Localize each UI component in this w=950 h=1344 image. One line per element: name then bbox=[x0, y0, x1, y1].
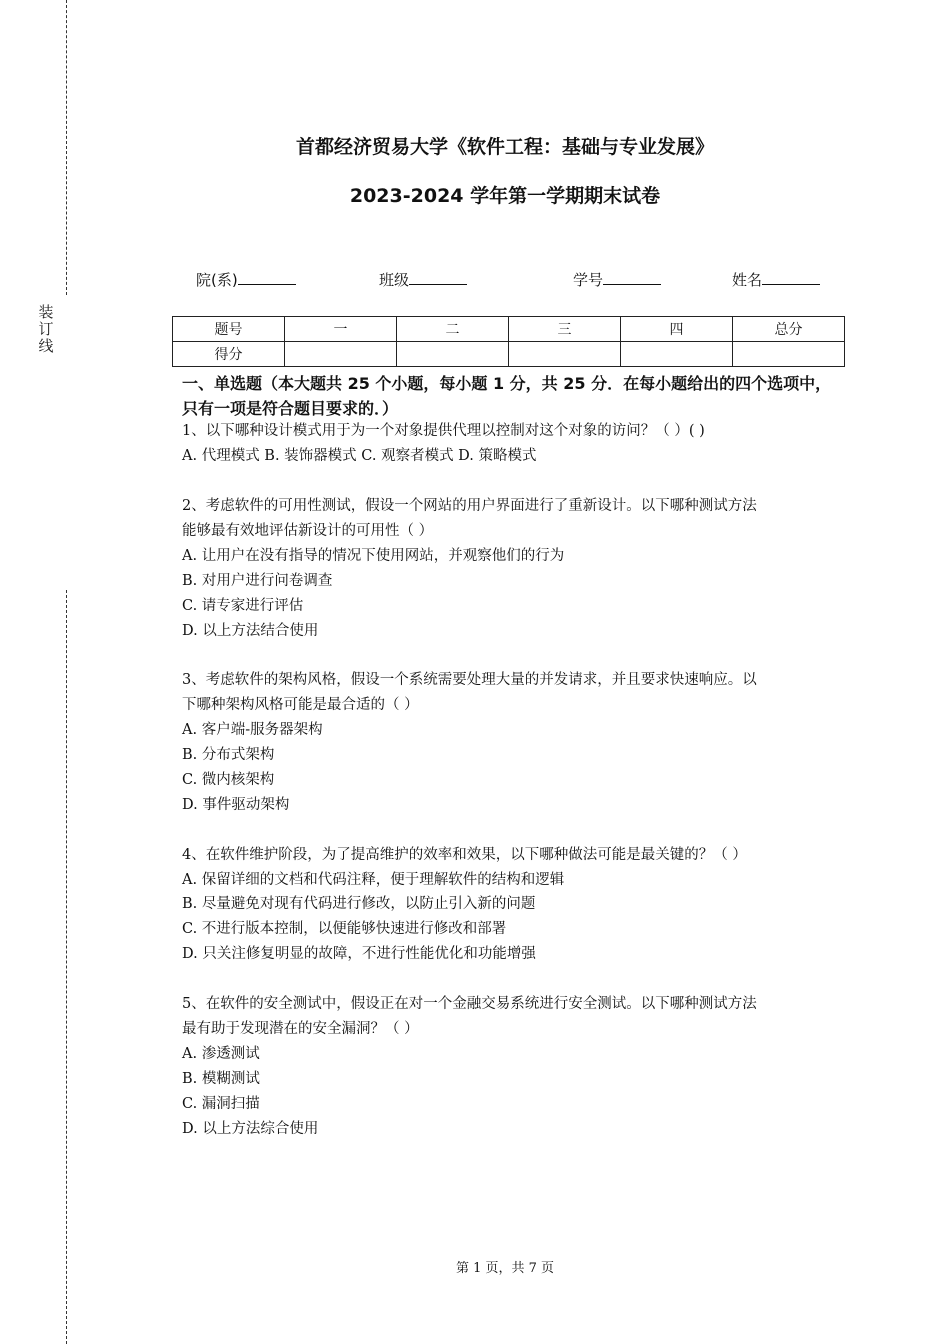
student-id-blank bbox=[603, 270, 661, 285]
score-table bbox=[172, 316, 845, 367]
question-2-option-a: A. 让用户在没有指导的情况下使用网站，并观察他们的行为 bbox=[182, 548, 565, 564]
question-2-option-c: C. 请专家进行评估 bbox=[182, 598, 304, 614]
question-4-option-d: D. 只关注修复明显的故障，不进行性能优化和功能增强 bbox=[182, 946, 536, 962]
department-label: 院(系) bbox=[196, 271, 238, 289]
question-2-stem: 2、考虑软件的可用性测试，假设一个网站的用户界面进行了重新设计。以下哪种测试方法 bbox=[182, 498, 757, 514]
score-table-cell: 总分 bbox=[733, 317, 845, 342]
score-table-header-row bbox=[173, 317, 845, 342]
score-table-cell: 三 bbox=[509, 317, 621, 342]
name-label: 姓名 bbox=[732, 271, 763, 289]
score-table-cell bbox=[285, 342, 397, 367]
question-5-option-c: C. 漏洞扫描 bbox=[182, 1096, 260, 1112]
question-3-option-a: A. 客户端-服务器架构 bbox=[182, 722, 323, 738]
question-4-option-c: C. 不进行版本控制，以便能够快速进行修改和部署 bbox=[182, 921, 507, 937]
score-table-cell bbox=[509, 342, 621, 367]
question-5-option-b: B. 模糊测试 bbox=[182, 1071, 260, 1087]
exam-subtitle: 2023-2024 学年第一学期期末试卷 bbox=[349, 185, 661, 207]
student-id-field bbox=[573, 269, 661, 290]
binding-line-bottom bbox=[66, 590, 67, 1344]
score-table-cell bbox=[621, 342, 733, 367]
question-5-option-d: D. 以上方法综合使用 bbox=[182, 1121, 319, 1137]
question-3-stem: 3、考虑软件的架构风格，假设一个系统需要处理大量的并发请求，并且要求快速响应。以 bbox=[182, 672, 757, 688]
question-2-stem-cont: 能够最有效地评估新设计的可用性（ ） bbox=[182, 523, 434, 539]
page-footer: 第 1 页，共 7 页 bbox=[455, 1261, 555, 1276]
score-table-cell: 四 bbox=[621, 317, 733, 342]
score-table-cell bbox=[733, 342, 845, 367]
question-3-stem-cont: 下哪种架构风格可能是最合适的（ ） bbox=[182, 697, 419, 713]
question-1-stem: 1、以下哪种设计模式用于为一个对象提供代理以控制对这个对象的访问？（ ）( ) bbox=[182, 423, 705, 439]
question-5-option-a: A. 渗透测试 bbox=[182, 1046, 260, 1062]
class-label: 班级 bbox=[379, 271, 410, 289]
score-table-cell: 一 bbox=[285, 317, 397, 342]
question-3-option-c: C. 微内核架构 bbox=[182, 772, 275, 788]
score-table-cell: 得分 bbox=[173, 342, 285, 367]
question-1-options: A. 代理模式 B. 装饰器模式 C. 观察者模式 D. 策略模式 bbox=[182, 448, 537, 464]
question-2-option-d: D. 以上方法结合使用 bbox=[182, 623, 319, 639]
binding-char: 订 bbox=[38, 320, 54, 338]
question-4-stem: 4、在软件维护阶段，为了提高维护的效率和效果，以下哪种做法可能是最关键的？（ ） bbox=[182, 847, 747, 863]
department-field bbox=[196, 269, 296, 290]
binding-label bbox=[36, 304, 56, 355]
name-field bbox=[732, 269, 820, 290]
name-blank bbox=[762, 270, 820, 285]
score-table-cell bbox=[397, 342, 509, 367]
question-3-option-d: D. 事件驱动架构 bbox=[182, 797, 290, 813]
exam-title: 首都经济贸易大学《软件工程：基础与专业发展》 bbox=[295, 136, 714, 158]
score-table-cell: 题号 bbox=[173, 317, 285, 342]
question-3-option-b: B. 分布式架构 bbox=[182, 747, 275, 763]
question-2-option-b: B. 对用户进行问卷调查 bbox=[182, 573, 333, 589]
department-blank bbox=[238, 270, 296, 285]
binding-char: 线 bbox=[38, 337, 54, 355]
question-4-option-a: A. 保留详细的文档和代码注释，便于理解软件的结构和逻辑 bbox=[182, 872, 565, 888]
question-4-option-b: B. 尽量避免对现有代码进行修改，以防止引入新的问题 bbox=[182, 896, 536, 912]
score-table-cell: 二 bbox=[397, 317, 509, 342]
section-heading: 一、单选题（本大题共 25 个小题，每小题 1 分，共 25 分．在每小题给出的四个选项中，只有一项是符合题目要求的．） bbox=[182, 374, 832, 418]
question-5-stem: 5、在软件的安全测试中，假设正在对一个金融交易系统进行安全测试。以下哪种测试方法 bbox=[182, 996, 757, 1012]
class-field bbox=[379, 269, 467, 290]
binding-char: 装 bbox=[38, 303, 54, 321]
question-5-stem-cont: 最有助于发现潜在的安全漏洞？（ ） bbox=[182, 1021, 419, 1037]
score-table-score-row bbox=[173, 342, 845, 367]
class-blank bbox=[409, 270, 467, 285]
student-id-label: 学号 bbox=[573, 271, 604, 289]
